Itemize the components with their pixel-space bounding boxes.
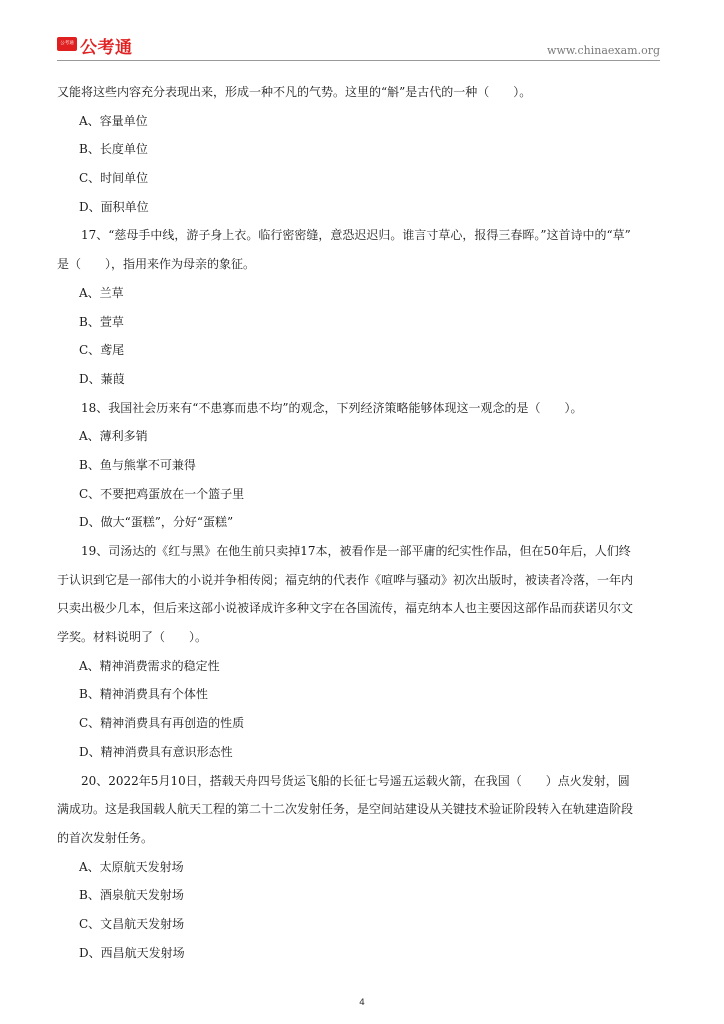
answer-option: B、鱼与熊掌不可兼得 (79, 457, 196, 472)
question-stem: 17、“慈母手中线，游子身上衣。临行密密缝，意恐迟迟归。谁言寸草心，报得三春晖。”这首诗中的“草” (81, 228, 631, 243)
question-text-line: 满成功。这是我国载人航天工程的第二十二次发射任务，是空间站建设从关键技术验证阶段转入在轨建造阶段 (57, 802, 634, 817)
site-url: www.chinaexam.org (547, 44, 660, 57)
answer-option: B、精神消费具有个体性 (79, 687, 208, 702)
answer-option: D、做大“蛋糕”，分好“蛋糕” (79, 515, 234, 530)
answer-option: B、萱草 (79, 314, 124, 329)
answer-option: C、精神消费具有再创造的性质 (79, 716, 245, 731)
question-text-line: 于认识到它是一部伟大的小说并争相传阅；福克纳的代表作《喧哗与骚动》初次出版时，被读者冷落，一年内 (57, 572, 634, 587)
question-text-line: 又能将这些内容充分表现出来，形成一种不凡的气势。这里的“斛”是古代的一种（ ）。 (57, 85, 532, 99)
header-divider (57, 60, 660, 61)
answer-option: C、不要把鸡蛋放在一个篮子里 (79, 486, 245, 501)
answer-option: B、长度单位 (79, 142, 148, 157)
answer-option: C、文昌航天发射场 (79, 916, 185, 931)
answer-option: A、容量单位 (79, 113, 148, 128)
answer-option: C、鸢尾 (79, 343, 125, 358)
logo-text: 公考通 (80, 38, 133, 58)
answer-option: A、兰草 (79, 285, 124, 300)
answer-option: B、酒泉航天发射场 (79, 888, 184, 903)
page-header (0, 0, 724, 62)
answer-option: D、蒹葭 (79, 371, 125, 386)
answer-option: D、面积单位 (79, 199, 149, 214)
logo-badge: 公考通 (57, 37, 77, 51)
answer-option: A、精神消费需求的稳定性 (79, 658, 220, 673)
question-text-line: 是（ ），指用来作为母亲的象征。 (57, 257, 256, 272)
question-content (57, 78, 667, 967)
question-stem: 19、司汤达的《红与黑》在他生前只卖掉17本，被看作是一部平庸的纪实性作品，但在50年后，人们终 (81, 544, 631, 558)
answer-option: A、薄利多销 (79, 429, 148, 444)
answer-option: D、西昌航天发射场 (79, 945, 185, 960)
answer-option: C、时间单位 (79, 171, 149, 186)
answer-option: A、太原航天发射场 (79, 859, 184, 874)
answer-option: D、精神消费具有意识形态性 (79, 744, 233, 759)
question-stem: 18、我国社会历来有“不患寡而患不均”的观念，下列经济策略能够体现这一观念的是（ ）。 (81, 400, 583, 415)
page-number: 4 (359, 998, 365, 1008)
question-stem: 20、2022年5月10日，搭载天舟四号货运飞船的长征七号遥五运载火箭，在我国（ ）点火发射，圆 (81, 773, 630, 788)
question-text-line: 的首次发射任务。 (57, 830, 154, 845)
question-text-line: 学奖。材料说明了（ ）。 (57, 630, 208, 645)
question-text-line: 只卖出极少几本，但后来这部小说被译成许多种文字在各国流传，福克纳本人也主要因这部作品而获诺贝尔文 (57, 601, 634, 616)
